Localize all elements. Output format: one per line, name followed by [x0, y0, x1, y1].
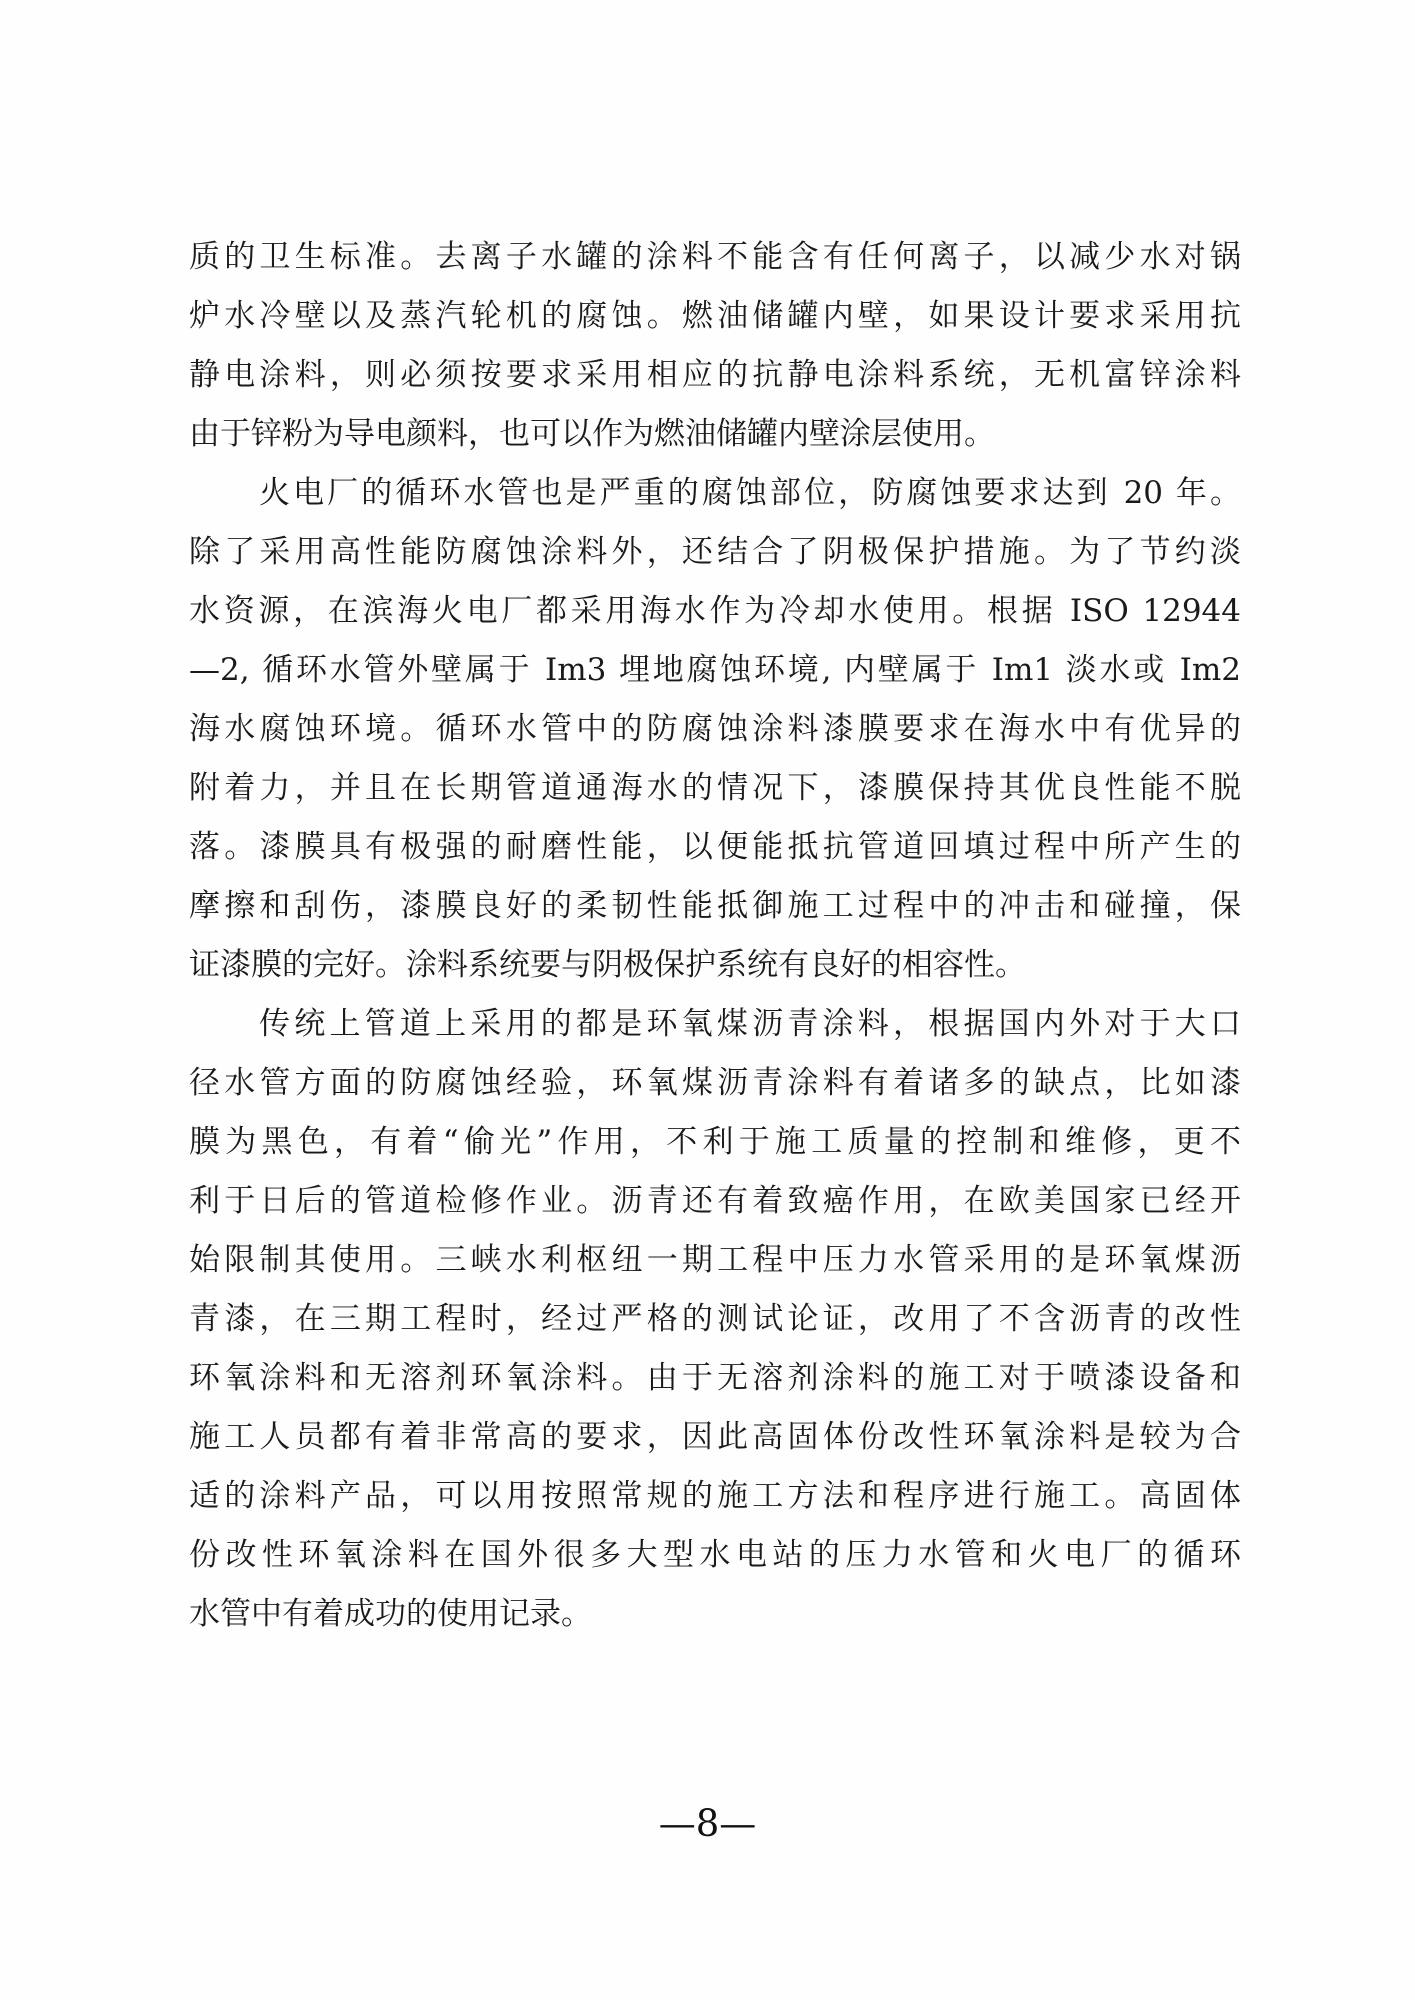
- text-line: 水资源，在滨海火电厂都采用海水作为冷却水使用。根据 ISO 12944: [189, 593, 1241, 629]
- text-line: 膜为黑色，有着“偷光”作用，不利于施工质量的控制和维修，更不: [189, 1124, 1241, 1160]
- text-line: 径水管方面的防腐蚀经验，环氧煤沥青涂料有着诸多的缺点，比如漆: [189, 1065, 1241, 1101]
- text-line: 摩擦和刮伤，漆膜良好的柔韧性能抵御施工过程中的冲击和碰撞，保: [189, 888, 1241, 924]
- text-line: 质的卫生标准。去离子水罐的涂料不能含有任何离子，以减少水对锅: [189, 239, 1241, 275]
- text-line: 适的涂料产品，可以用按照常规的施工方法和程序进行施工。高固体: [189, 1478, 1241, 1514]
- text-line: 静电涂料，则必须按要求采用相应的抗静电涂料系统，无机富锌涂料: [189, 357, 1241, 393]
- text-line: 传统上管道上采用的都是环氧煤沥青涂料，根据国内外对于大口: [259, 1006, 1241, 1042]
- text-line: 落。漆膜具有极强的耐磨性能，以便能抵抗管道回填过程中所产生的: [189, 829, 1241, 865]
- text-line: 附着力，并且在长期管道通海水的情况下，漆膜保持其优良性能不脱: [189, 770, 1241, 806]
- text-line: 青漆，在三期工程时，经过严格的测试论证，改用了不含沥青的改性: [189, 1301, 1241, 1337]
- text-line: 始限制其使用。三峡水利枢纽一期工程中压力水管采用的是环氧煤沥: [189, 1242, 1241, 1278]
- text-line: 除了采用高性能防腐蚀涂料外，还结合了阴极保护措施。为了节约淡: [189, 534, 1241, 570]
- text-line: —2, 循环水管外壁属于 Im3 埋地腐蚀环境, 内壁属于 Im1 淡水或 Im2: [189, 652, 1241, 688]
- text-line: 海水腐蚀环境。循环水管中的防腐蚀涂料漆膜要求在海水中有优异的: [189, 711, 1241, 747]
- text-line: 炉水冷壁以及蒸汽轮机的腐蚀。燃油储罐内壁，如果设计要求采用抗: [189, 298, 1241, 334]
- text-line: 份改性环氧涂料在国外很多大型水电站的压力水管和火电厂的循环: [189, 1537, 1241, 1573]
- body-text: [189, 228, 1241, 1644]
- page-number: —8—: [658, 1802, 757, 1845]
- text-line: 由于锌粉为导电颜料，也可以作为燃油储罐内壁涂层使用。: [189, 416, 995, 452]
- text-line: 证漆膜的完好。涂料系统要与阴极保护系统有良好的相容性。: [189, 947, 1026, 983]
- text-line: 火电厂的循环水管也是严重的腐蚀部位，防腐蚀要求达到 20 年。: [259, 475, 1241, 511]
- text-line: 施工人员都有着非常高的要求，因此高固体份改性环氧涂料是较为合: [189, 1419, 1241, 1455]
- text-line: 环氧涂料和无溶剂环氧涂料。由于无溶剂涂料的施工对于喷漆设备和: [189, 1360, 1241, 1396]
- text-line: 利于日后的管道检修作业。沥青还有着致癌作用，在欧美国家已经开: [189, 1183, 1241, 1219]
- text-line: 水管中有着成功的使用记录。: [189, 1596, 592, 1632]
